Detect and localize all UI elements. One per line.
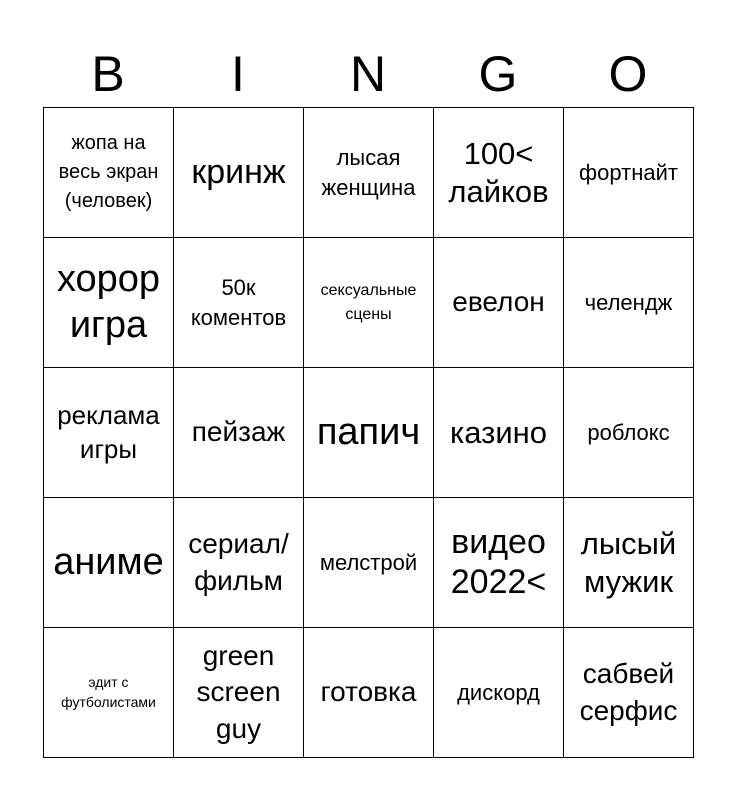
bingo-cell[interactable]: мелстрой: [304, 498, 434, 628]
bingo-board: [43, 107, 694, 758]
bingo-cell[interactable]: челендж: [564, 238, 694, 368]
bingo-cell[interactable]: green screen guy: [174, 628, 304, 758]
header-letter-n: N: [349, 46, 387, 102]
bingo-cell[interactable]: фортнайт: [564, 108, 694, 238]
bingo-cell[interactable]: роблокс: [564, 368, 694, 498]
bingo-cell[interactable]: дискорд: [434, 628, 564, 758]
bingo-cell[interactable]: 50к коментов: [174, 238, 304, 368]
bingo-cell[interactable]: жопа на весь экран (человек): [44, 108, 174, 238]
bingo-cell[interactable]: реклама игры: [44, 368, 174, 498]
bingo-cell[interactable]: эдит с футболистами: [44, 628, 174, 758]
bingo-cell[interactable]: сериал/ фильм: [174, 498, 304, 628]
header-letter-b: B: [91, 46, 125, 102]
bingo-cell[interactable]: видео 2022<: [434, 498, 564, 628]
bingo-cell[interactable]: евелон: [434, 238, 564, 368]
bingo-cell[interactable]: аниме: [44, 498, 174, 628]
bingo-cell[interactable]: 100< лайков: [434, 108, 564, 238]
bingo-cell[interactable]: пейзаж: [174, 368, 304, 498]
header-letter-o: O: [608, 46, 648, 102]
bingo-cell[interactable]: лысый мужик: [564, 498, 694, 628]
bingo-cell[interactable]: казино: [434, 368, 564, 498]
header-letter-g: G: [478, 46, 518, 102]
bingo-header: [43, 40, 693, 108]
bingo-cell[interactable]: сабвей серфис: [564, 628, 694, 758]
bingo-cell[interactable]: кринж: [174, 108, 304, 238]
bingo-cell[interactable]: папич: [304, 368, 434, 498]
bingo-cell[interactable]: сексуальные сцены: [304, 238, 434, 368]
bingo-cell[interactable]: готовка: [304, 628, 434, 758]
bingo-cell[interactable]: хорор игра: [44, 238, 174, 368]
header-letter-i: I: [231, 46, 245, 102]
bingo-cell[interactable]: лысая женщина: [304, 108, 434, 238]
